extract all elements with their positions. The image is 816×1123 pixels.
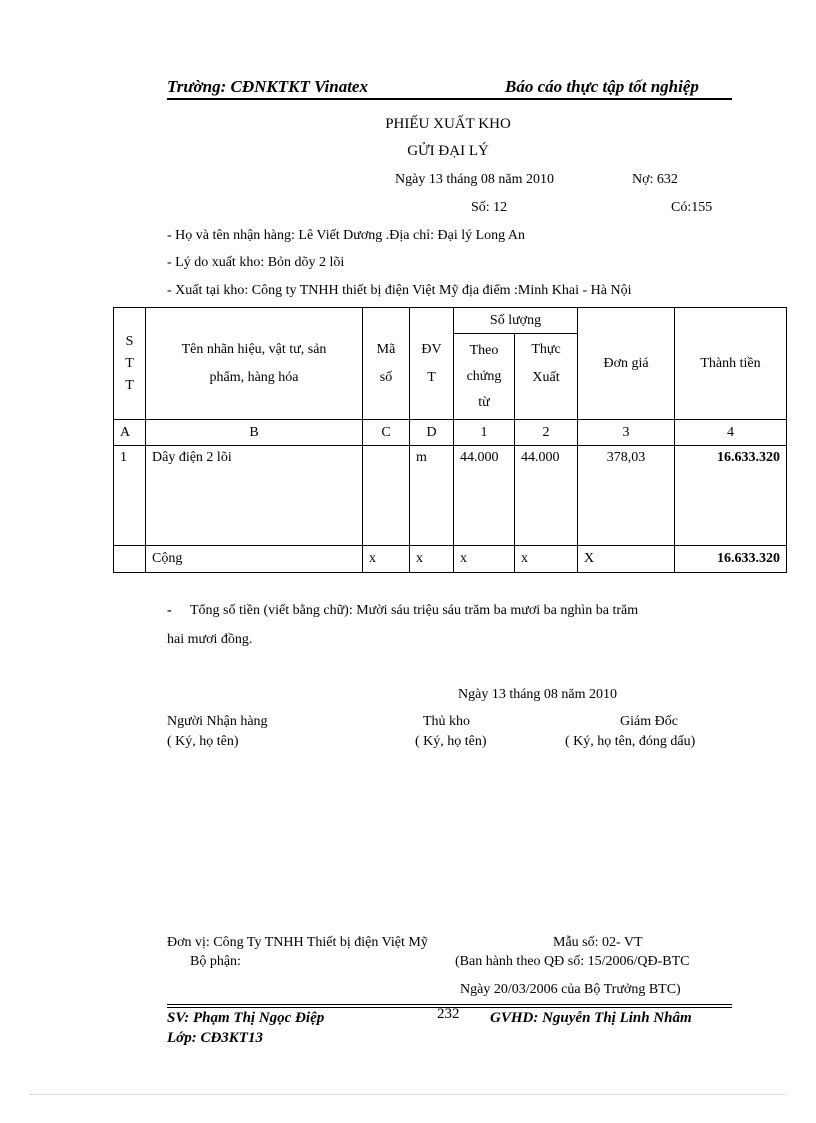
footer-supervisor: GVHD: Nguyễn Thị Linh Nhâm: [490, 1010, 692, 1026]
header-name-2: phẩm, hàng hóa: [209, 369, 299, 385]
total-doc-qty: x: [454, 546, 515, 573]
header-stt-2: T: [125, 355, 134, 371]
header-stt-3: T: [125, 377, 134, 393]
footer-class: Lớp: CĐ3KT13: [167, 1030, 263, 1046]
header-actual-qty: [515, 334, 578, 420]
page-number: 232: [437, 1006, 460, 1022]
footer-student: SV: Phạm Thị Ngọc Điệp: [167, 1010, 325, 1026]
total-row: [114, 546, 787, 573]
total-unit: x: [410, 546, 454, 573]
voucher-number: Số: 12: [471, 200, 508, 215]
header-actual-qty-2: Xuất: [532, 370, 560, 385]
credit-account: Có:155: [671, 200, 713, 215]
template-form-number: Mẫu số: 02- VT: [553, 935, 643, 950]
total-stt: [114, 546, 146, 573]
page-bottom-divider: [30, 1094, 786, 1095]
items-table: [113, 307, 787, 573]
code-cell: 2: [515, 420, 578, 446]
header-report-title: Báo cáo thực tập tốt nghiệp: [505, 77, 699, 96]
template-issued-date: Ngày 20/03/2006 của Bộ Trưởng BTC): [460, 982, 681, 997]
row-unit: m: [410, 446, 454, 546]
reason-line: - Lý do xuất kho: Bỏn dõy 2 lõi: [167, 255, 345, 270]
code-cell: 3: [578, 420, 675, 446]
code-cell: B: [146, 420, 363, 446]
template-issued-by: (Ban hành theo QĐ số: 15/2006/QĐ-BTC: [455, 954, 690, 969]
warehouse-line: - Xuất tại kho: Công ty TNHH thiết bị điện Việt Mỹ địa điểm :Minh Khai - Hà Nội: [167, 283, 632, 298]
header-name-1: Tên nhãn hiệu, vật tư, sản: [181, 341, 327, 357]
total-label: Cộng: [146, 546, 363, 573]
header-price: Đơn giá: [578, 308, 675, 420]
signature-director-role: Giám Đốc: [620, 714, 678, 729]
footer-rule-top: [167, 1004, 732, 1005]
signature-storekeeper-note: ( Ký, họ tên): [415, 734, 487, 749]
receiver-line: - Họ và tên nhận hàng: Lê Viết Dương .Địa chỉ: Đại lý Long An: [167, 228, 525, 243]
row-code: [363, 446, 410, 546]
row-name: Dây điện 2 lõi: [146, 446, 363, 546]
template-department: Bộ phận:: [190, 954, 241, 969]
code-cell: C: [363, 420, 410, 446]
header-unit-1: ĐV: [421, 341, 442, 357]
row-actual-qty: 44.000: [515, 446, 578, 546]
amount-in-words-line2: hai mươi đồng.: [167, 632, 253, 647]
total-amount: 16.633.320: [675, 546, 787, 573]
header-unit-2: T: [427, 369, 436, 385]
issue-date: Ngày 13 tháng 08 năm 2010: [395, 172, 555, 187]
amount-in-words-line1: Tổng số tiền (viết bằng chữ): Mười sáu triệu sáu trăm ba mươi ba nghìn ba trăm: [190, 603, 639, 618]
row-stt: 1: [114, 446, 146, 546]
row-amount: 16.633.320: [675, 446, 787, 546]
code-cell: A: [114, 420, 146, 446]
total-actual-qty: x: [515, 546, 578, 573]
header-doc-qty-2: chứng: [466, 368, 502, 384]
row-doc-qty: 44.000: [454, 446, 515, 546]
debit-account: Nợ: 632: [632, 172, 678, 187]
form-subtitle: [0, 143, 816, 160]
signature-storekeeper-role: Thủ kho: [423, 714, 471, 729]
table-row: [114, 446, 787, 546]
header-code-1: Mã: [376, 341, 396, 357]
header-quantity: Số lượng: [454, 308, 578, 334]
form-title: [0, 116, 816, 133]
total-price: X: [578, 546, 675, 573]
signature-director-note: ( Ký, họ tên, đóng dấu): [565, 734, 696, 749]
form-title-line2: GỬI ĐẠI LÝ: [407, 143, 489, 159]
header-unit: [410, 308, 454, 420]
template-unit: Đơn vị: Công Ty TNHH Thiết bị điện Việt Mỹ: [167, 935, 428, 950]
form-title-line1: PHIẾU XUẤT KHO: [385, 116, 511, 132]
header-name: [146, 308, 363, 420]
words-bullet: -: [167, 603, 172, 618]
code-row: [114, 420, 787, 446]
header-rule: [167, 98, 732, 100]
header-code-2: số: [379, 369, 393, 385]
header-school: Trường: CĐNKTKT Vinatex: [167, 77, 368, 96]
header-actual-qty-1: Thực: [531, 342, 561, 357]
code-cell: 4: [675, 420, 787, 446]
header-amount: Thành tiền: [675, 308, 787, 420]
total-code: x: [363, 546, 410, 573]
code-cell: 1: [454, 420, 515, 446]
header-code: [363, 308, 410, 420]
code-cell: D: [410, 420, 454, 446]
row-price: 378,03: [578, 446, 675, 546]
signature-receiver-note: ( Ký, họ tên): [167, 734, 239, 749]
header-doc-qty: [454, 334, 515, 420]
header-doc-qty-1: Theo: [469, 342, 499, 358]
header-stt-1: S: [125, 333, 134, 349]
header-doc-qty-3: từ: [478, 394, 490, 410]
signature-receiver-role: Người Nhận hàng: [167, 714, 268, 729]
signature-date: Ngày 13 tháng 08 năm 2010: [458, 687, 618, 702]
header-stt: [114, 308, 146, 420]
